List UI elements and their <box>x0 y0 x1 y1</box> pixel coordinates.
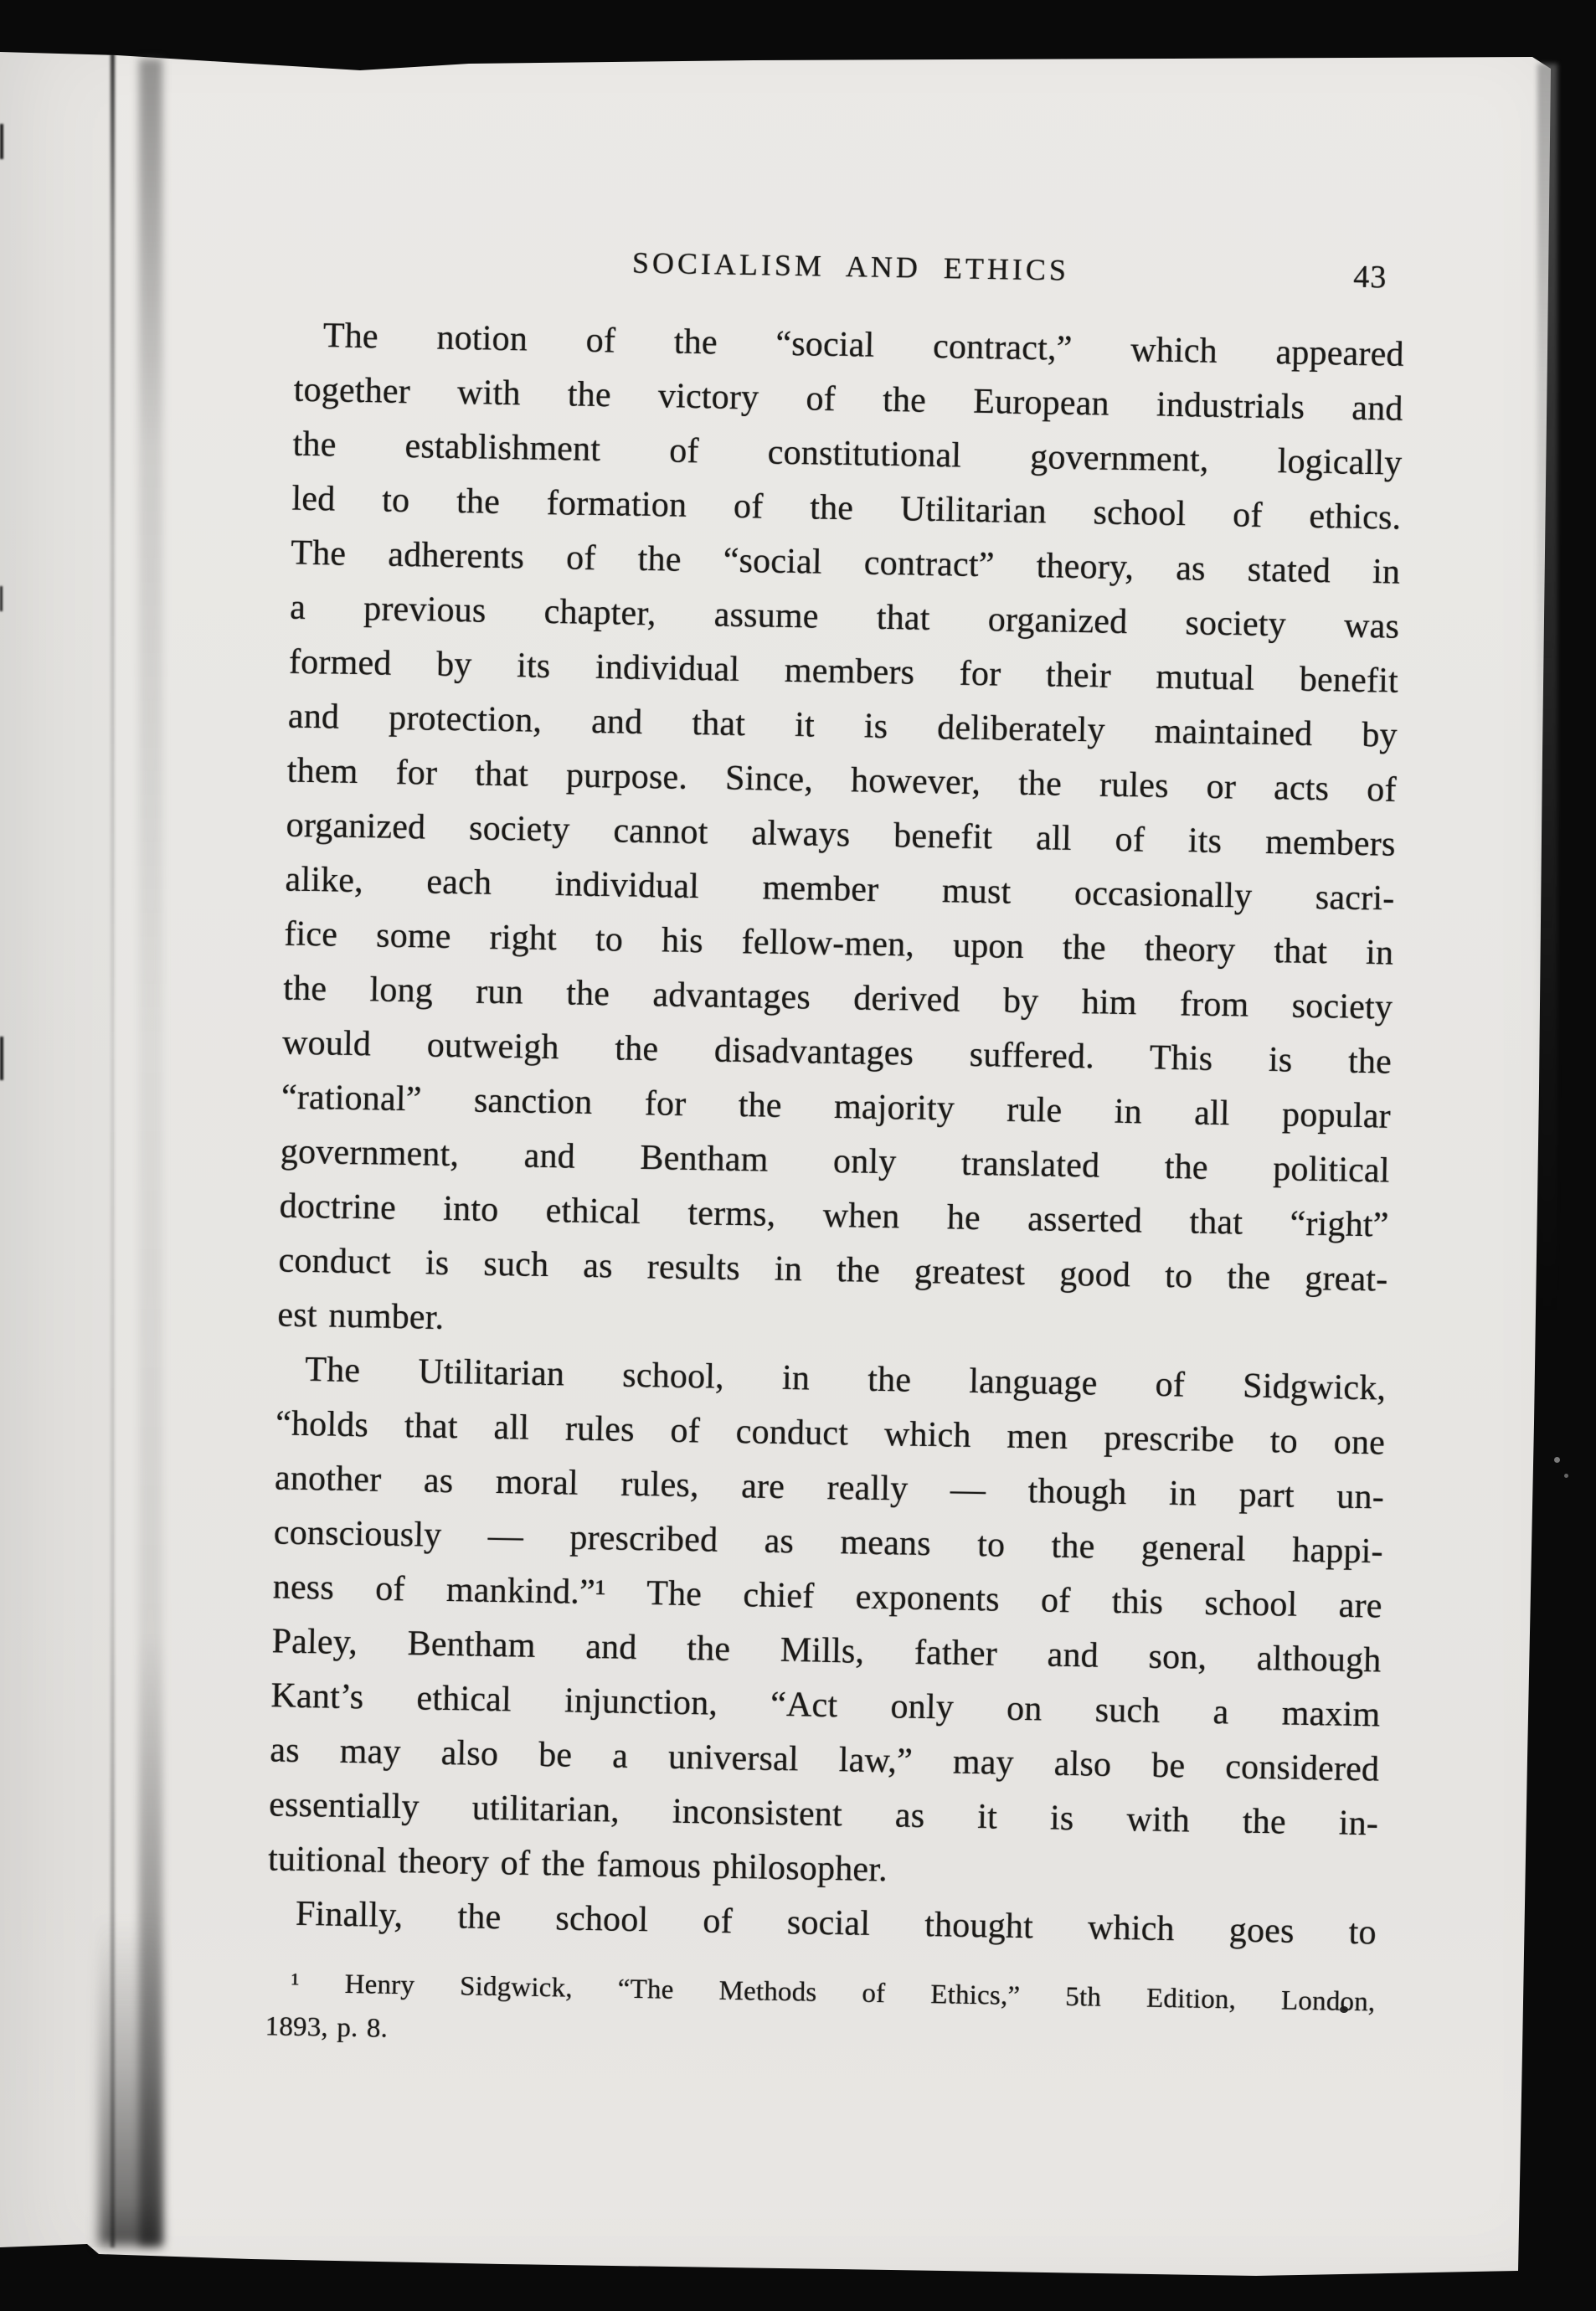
running-header: SOCIALISM AND ETHICS <box>631 245 1070 287</box>
scan-edge-mark <box>0 124 3 159</box>
paragraph <box>268 1342 1387 1906</box>
text-line: “rational” sanction for the majority rule in all popular <box>281 1078 1392 1136</box>
text-line: 1893, p. 8. <box>265 2011 389 2044</box>
text-line: “holds that all rules of conduct which men prescribe to one <box>275 1404 1386 1463</box>
text-line: them for that purpose. Since, however, the rules or acts of <box>286 751 1398 810</box>
text-line: alike, each individual member must occasionally sacri- <box>285 860 1395 919</box>
page-text-block <box>265 235 1406 2068</box>
text-line: est number. <box>277 1295 445 1337</box>
text-line: fice some right to his fellow-men, upon the theory that in <box>284 914 1394 973</box>
text-line: essentially utilitarian, inconsistent as it is with the in- <box>268 1785 1379 1844</box>
text-line: and protection, and that it is deliberately maintained by <box>287 697 1398 755</box>
scan-edge-mark <box>0 586 3 611</box>
text-line: The adherents of the “social contract” theory, as stated in <box>290 533 1401 592</box>
text-line: together with the victory of the European industrials and <box>293 370 1403 429</box>
text-line: formed by its individual members for their mutual benefit <box>288 642 1399 701</box>
right-page-edge-texture <box>1537 64 1557 1320</box>
text-line: organized society cannot always benefit all of its members <box>286 806 1396 864</box>
text-line: as may also be a universal law,” may also be considered <box>270 1731 1380 1789</box>
text-line: The notion of the “social contract,” which appeared <box>322 317 1405 374</box>
text-line: ness of mankind.”¹ The chief exponents of this school are <box>272 1567 1383 1626</box>
text-line: ¹ Henry Sidgwick, “The Methods of Ethics,” 5th Edition, London, <box>291 1968 1376 2018</box>
text-line: Kant’s ethical injunction, “Act only on such a maxim <box>270 1676 1381 1735</box>
gutter-bottom-smudge <box>99 1917 161 2246</box>
text-line: would outweigh the disadvantages suffered. This is the <box>281 1023 1393 1082</box>
text-line: Finally, the school of social thought which goes to <box>295 1894 1377 1953</box>
text-line: Paley, Bentham and the Mills, father and son, although <box>271 1622 1382 1680</box>
text-line: the long run the advantages derived by him from society <box>282 969 1393 1027</box>
paragraph <box>277 309 1404 1362</box>
text-line: The Utilitarian school, in the language of Sidgwick, <box>304 1350 1387 1408</box>
facing-page-edge <box>0 52 114 2247</box>
text-line: a previous chapter, assume that organized society was <box>289 588 1400 646</box>
text-line: government, and Bentham only translated the political <box>280 1132 1391 1191</box>
text-line: led to the formation of the Utilitarian school of ethics. <box>291 479 1402 538</box>
body-text <box>266 309 1404 1961</box>
scan-speckle <box>1564 1474 1568 1478</box>
text-line: conduct is such as results in the greatest good to the great- <box>278 1241 1388 1300</box>
page-number: 43 <box>1352 259 1387 296</box>
text-line: consciously — prescribed as means to the general happi- <box>273 1513 1384 1572</box>
text-line: doctrine into ethical terms, when he asserted that “right” <box>279 1186 1389 1245</box>
scan-speckle <box>1554 1457 1560 1463</box>
text-line: the establishment of constitutional government, logically <box>292 425 1403 483</box>
text-line: tuitional theory of the famous philosopher. <box>267 1840 888 1890</box>
scan-edge-mark <box>0 1037 3 1080</box>
text-line: another as moral rules, are really — though in part un- <box>274 1459 1385 1517</box>
